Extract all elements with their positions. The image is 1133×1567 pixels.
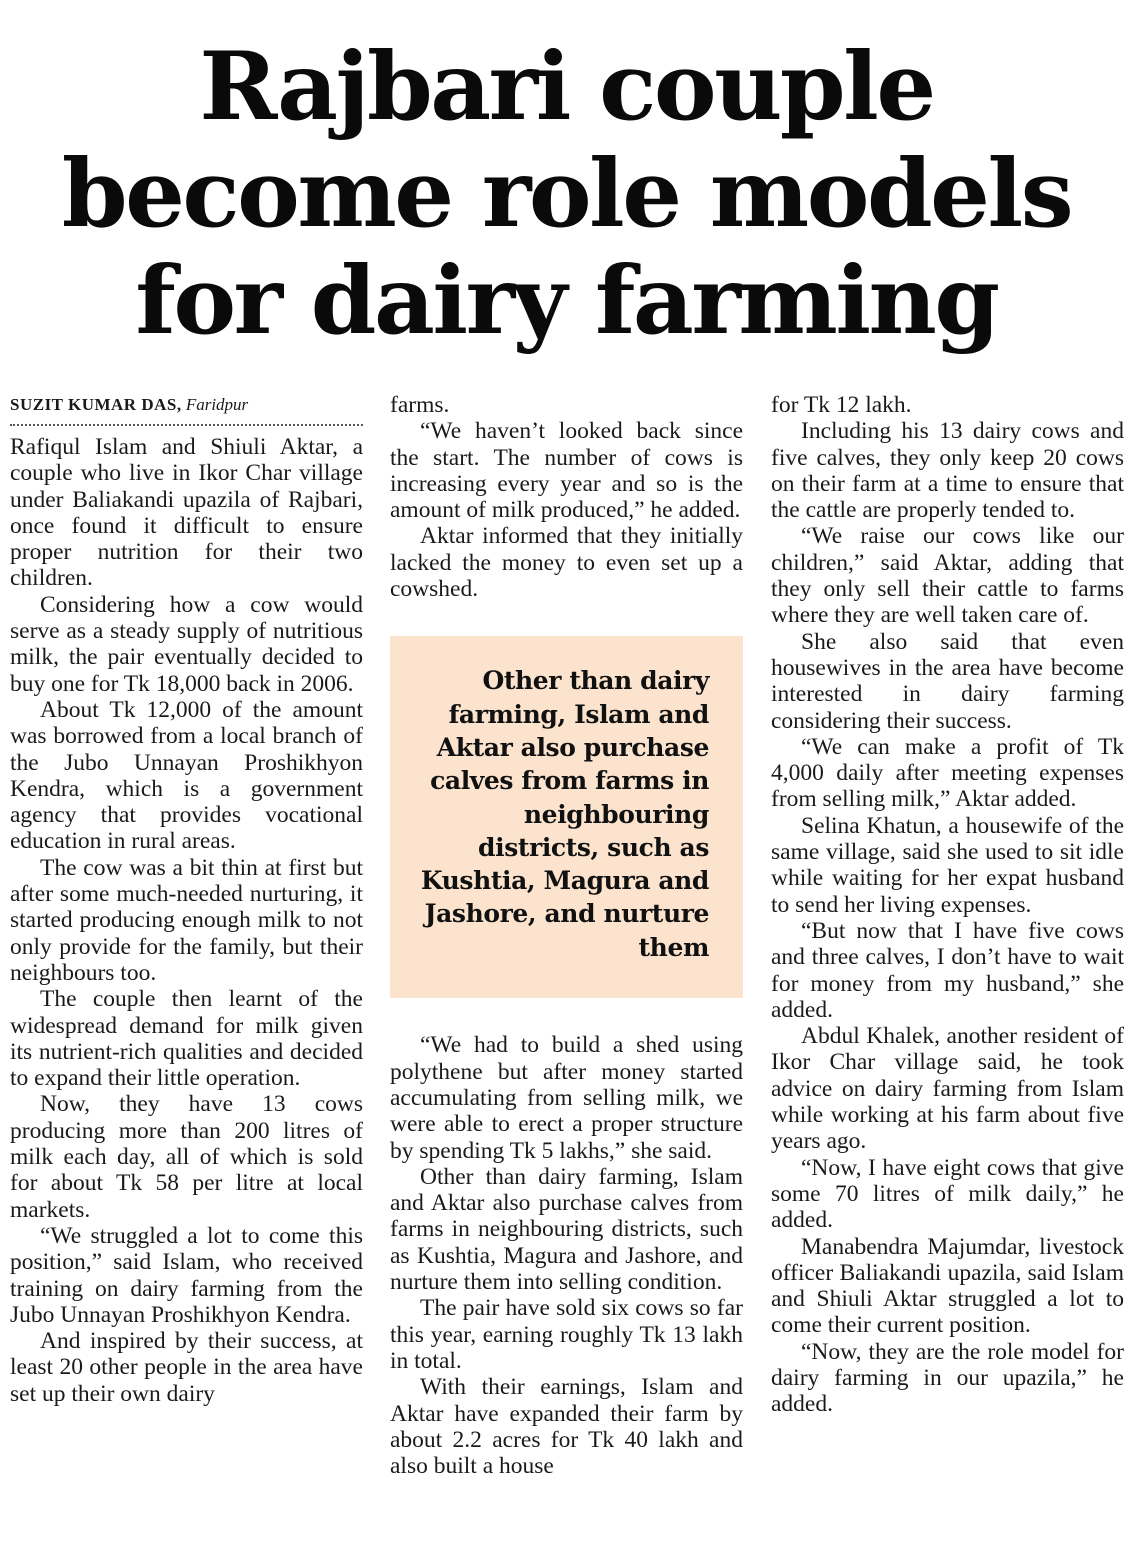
paragraph: “But now that I have five cows and three calves, I don’t have to wait for money from my husband,” she added. [771, 917, 1124, 1023]
article-column-1 [10, 392, 363, 1407]
paragraph: farms. [390, 392, 450, 418]
pull-quote [390, 636, 743, 998]
paragraph: for Tk 12 lakh. [771, 392, 912, 418]
paragraph: “We had to build a shed using polythene but after money started accumulating from selling milk, we were able to erect a proper structure by spending Tk 5 lakhs,” she said. [390, 1032, 743, 1164]
paragraph: Manabendra Majumdar, livestock officer Baliakandi upazila, said Islam and Shiuli Aktar struggled a lot to come their current position. [771, 1233, 1124, 1339]
pull-quote-text: Other than dairy farming, Islam and Aktar also purchase calves from farms in neighbouring districts, such as Kushtia, Magura and Jashore, and nurture them [420, 666, 709, 962]
paragraph: With their earnings, Islam and Aktar have expanded their farm by about 2.2 acres for Tk 40 lakh and also built a house [390, 1374, 743, 1480]
article-column-2 [390, 392, 743, 1479]
paragraph: “We raise our cows like our children,” said Aktar, adding that they only sell their cattle to farms where they are well taken care of. [771, 523, 1124, 629]
paragraph: And inspired by their success, at least 20 other people in the area have set up their own dairy [10, 1328, 363, 1407]
paragraph: Selina Khatun, a housewife of the same village, said she used to sit idle while waiting for her expat husband to send her living expenses. [771, 812, 1124, 918]
paragraph: She also said that even housewives in the area have become interested in dairy farming considering their success. [771, 628, 1124, 734]
paragraph: The couple then learnt of the widespread demand for milk given its nutrient-rich qualities and decided to expand their little operation. [10, 986, 363, 1092]
paragraph: Abdul Khalek, another resident of Ikor Char village said, he took advice on dairy farming from Islam while working at his farm about five years ago. [771, 1023, 1124, 1155]
paragraph: The pair have sold six cows so far this year, earning roughly Tk 13 lakh in total. [390, 1295, 743, 1374]
paragraph: The cow was a bit thin at first but after some much-needed nurturing, it started producing enough milk to not only provide for the family, but their neighbours too. [10, 854, 363, 986]
paragraph: Other than dairy farming, Islam and Aktar also purchase calves from farms in neighbouring districts, such as Kushtia, Magura and Jashore, and nurture them into selling condition. [390, 1163, 743, 1296]
paragraph: “We haven’t looked back since the start. The number of cows is increasing every year and so is the amount of milk produced,” he added. [390, 418, 743, 524]
paragraph: Including his 13 dairy cows and five calves, they only keep 20 cows on their farm at a time to ensure that the cattle are properly tended to. [771, 418, 1124, 524]
paragraph: About Tk 12,000 of the amount was borrowed from a local branch of the Jubo Unnayan Proshikhyon Kendra, which is a government agency that provides vocational education in rural areas. [10, 696, 363, 855]
headline: Rajbari couple become role models for dairy farming [61, 32, 1072, 356]
byline-location: Faridpur [185, 395, 249, 414]
paragraph: Rafiqul Islam and Shiuli Aktar, a couple who live in Ikor Char village under Baliakandi upazila of Rajbari, once found it difficult to ensure proper nutrition for their two children. [10, 434, 363, 592]
paragraph: Aktar informed that they initially lacked the money to even set up a cowshed. [390, 523, 743, 603]
paragraph: Considering how a cow would serve as a steady supply of nutritious milk, the pair eventually decided to buy one for Tk 18,000 back in 2006. [10, 591, 363, 697]
paragraph: Now, they have 13 cows producing more than 200 litres of milk each day, all of which is sold for about Tk 58 per litre at local markets. [10, 1091, 363, 1223]
byline-author: SUZIT KUMAR DAS, [10, 395, 182, 414]
byline [10, 392, 363, 426]
article-column-3 [771, 392, 1124, 1418]
paragraph: “We struggled a lot to come this position,” said Islam, who received training on dairy farming from the Jubo Unnayan Proshikhyon Kendra. [10, 1222, 363, 1328]
paragraph: “Now, I have eight cows that give some 70 litres of milk daily,” he added. [771, 1154, 1124, 1234]
paragraph: “We can make a profit of Tk 4,000 daily after meeting expenses from selling milk,” Aktar added. [771, 733, 1124, 813]
paragraph: “Now, they are the role model for dairy farming in our upazila,” he added. [771, 1338, 1124, 1418]
